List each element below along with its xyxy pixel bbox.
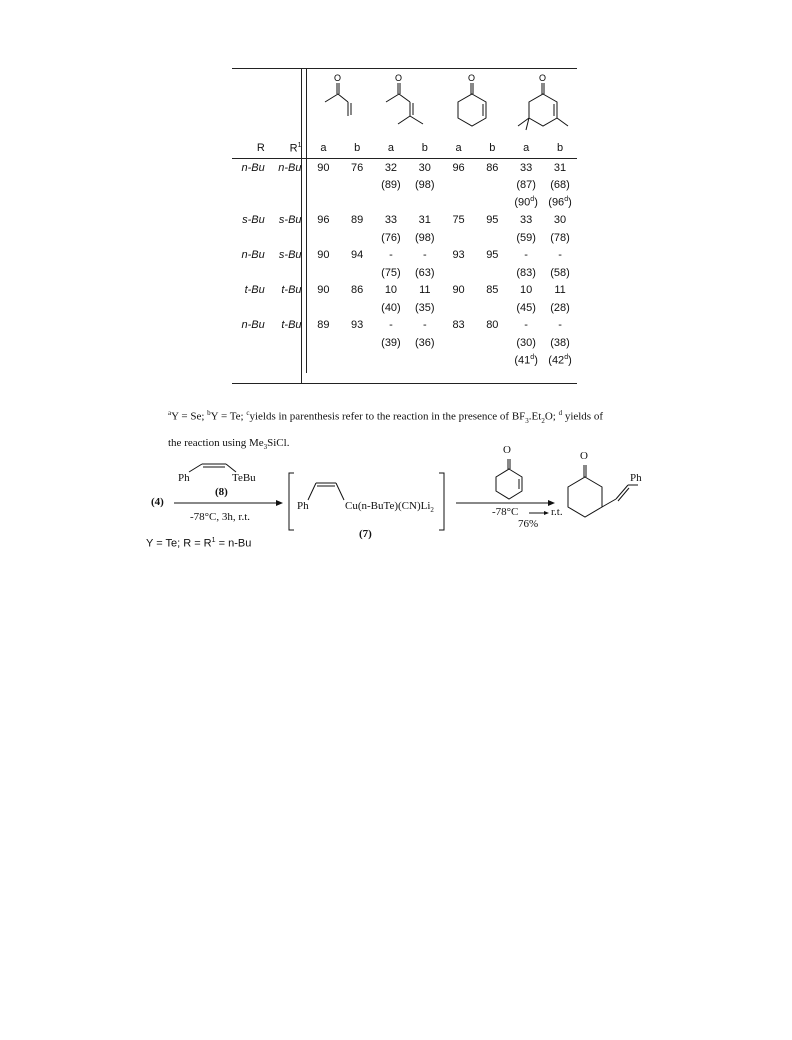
r1-cell xyxy=(269,352,306,374)
header-col: a xyxy=(509,140,543,159)
table-row xyxy=(232,282,577,300)
table-row xyxy=(232,334,577,352)
yield-cell: - xyxy=(422,319,427,332)
r-cell xyxy=(232,299,269,317)
yield-cell: (41$^d$) xyxy=(514,353,538,367)
yield-cell xyxy=(442,299,476,317)
yield-cell: 90 xyxy=(317,284,330,297)
table-row xyxy=(232,212,577,230)
yield-cell xyxy=(475,334,509,352)
yield-cell: (87) xyxy=(516,179,536,192)
carbonyl-o-label: O xyxy=(468,73,476,83)
reagent-number: (8) xyxy=(215,486,228,498)
yield-cell: (96$^d$) xyxy=(548,196,572,210)
yield-cell: 11 xyxy=(419,284,431,297)
yield-cell: - xyxy=(558,249,562,262)
r1-cell xyxy=(269,194,306,212)
yield-cell: (68) xyxy=(550,179,570,192)
yield-cell xyxy=(306,177,340,195)
yield-cell xyxy=(442,264,476,282)
yield-cell xyxy=(340,229,374,247)
r1-cell xyxy=(269,177,306,195)
yield-cell xyxy=(408,352,442,374)
r-cell: n-Bu xyxy=(241,249,265,262)
carbonyl-o-label: O xyxy=(395,73,403,83)
yield-cell: 89 xyxy=(317,319,330,332)
step-1-conditions: -78°C, 3h, r.t. xyxy=(190,511,251,523)
r1-cell: t-Bu xyxy=(269,282,306,300)
r-cell xyxy=(232,177,269,195)
yield-cell xyxy=(306,229,340,247)
table-row xyxy=(232,299,577,317)
yield-cell: (39) xyxy=(381,336,401,349)
header-col: b xyxy=(475,140,509,159)
yield-cell: - xyxy=(389,249,393,262)
yield-cell: 95 xyxy=(486,214,499,227)
yield-cell xyxy=(475,229,509,247)
product-ph-label: Ph xyxy=(630,472,642,484)
header-r1: $R^1$ xyxy=(269,140,306,159)
yield-cell: (40) xyxy=(381,301,401,314)
table-row xyxy=(232,229,577,247)
yield-cell: (58) xyxy=(550,266,570,279)
yield-cell: (28) xyxy=(550,301,570,314)
yield-cell: (42$^d$) xyxy=(548,353,572,367)
yield-cell xyxy=(408,194,442,212)
footnote-line-1: $^a$Y = Se; $^b$Y = Te; $^c$yields in parenthesis refer to the reaction in the presence of $BF_3.Et_2O$; $^d$ yields of xyxy=(168,409,604,425)
header-r: R xyxy=(232,140,269,159)
yield-cell: 94 xyxy=(351,249,364,262)
r1-cell: s-Bu xyxy=(269,212,306,230)
r1-cell: t-Bu xyxy=(269,317,306,335)
yield-cell: (78) xyxy=(550,231,570,244)
yield-cell xyxy=(475,177,509,195)
step-2-temperature: -78°C xyxy=(492,506,519,518)
yield-cell: (98) xyxy=(414,179,435,192)
r-cell xyxy=(232,229,269,247)
yield-cell: - xyxy=(558,319,562,332)
yield-cell xyxy=(475,352,509,374)
yield-cell xyxy=(475,264,509,282)
table-row xyxy=(232,352,577,374)
step-2-rt: r.t. xyxy=(551,506,563,518)
yield-cell: - xyxy=(389,319,393,332)
yield-cell: 10 xyxy=(384,284,398,297)
r-cell xyxy=(232,352,269,374)
yield-table xyxy=(232,68,577,373)
yield-cell: 90 xyxy=(317,161,330,174)
table-row xyxy=(232,264,577,282)
reagent-tebu-label: TeBu xyxy=(232,472,256,484)
yield-cell: 95 xyxy=(486,249,499,262)
yield-cell xyxy=(340,194,374,212)
yield-cell: - xyxy=(524,319,528,332)
footnote-line-2: the reaction using $Me_3SiCl$. xyxy=(168,436,290,452)
yield-cell: - xyxy=(422,249,427,262)
table-row xyxy=(232,317,577,335)
cuprate-ph-label: Ph xyxy=(297,500,309,512)
yield-cell: 33 xyxy=(384,214,398,227)
yield-cell: (98) xyxy=(414,231,435,244)
yield-cell: 30 xyxy=(553,214,567,227)
yield-cell: 31 xyxy=(418,214,431,227)
yield-cell xyxy=(306,352,340,374)
yield-cell: 93 xyxy=(351,319,364,332)
yield-cell xyxy=(340,334,374,352)
step-2-yield: 76% xyxy=(518,518,539,530)
yield-cell: 76 xyxy=(351,161,364,174)
yield-cell: 86 xyxy=(351,284,364,297)
yield-cell: - xyxy=(524,249,528,262)
yield-cell: 31 xyxy=(553,161,567,174)
yield-cell: (63) xyxy=(414,266,435,279)
yield-cell: 86 xyxy=(486,161,499,174)
header-col: b xyxy=(340,140,374,159)
yield-cell xyxy=(340,264,374,282)
r1-cell: s-Bu xyxy=(269,247,306,265)
yield-cell: 75 xyxy=(452,214,465,227)
enone-o-label: O xyxy=(503,444,511,456)
yield-cell xyxy=(374,352,408,374)
yield-cell xyxy=(442,177,476,195)
table-row xyxy=(232,247,577,265)
header-col: a xyxy=(306,140,340,159)
table-row xyxy=(232,194,577,212)
header-col: b xyxy=(543,140,577,159)
yield-cell: 96 xyxy=(317,214,330,227)
table-row xyxy=(232,177,577,195)
r-cell: n-Bu xyxy=(241,161,265,174)
r1-cell xyxy=(269,299,306,317)
yield-cell: (36) xyxy=(414,336,435,349)
yield-cell: 89 xyxy=(351,214,364,227)
yield-cell xyxy=(442,229,476,247)
yield-cell: 10 xyxy=(520,284,533,297)
yield-cell: (83) xyxy=(516,266,536,279)
cuprate-formula: $Cu(n-BuTe)(CN)Li_2$ xyxy=(345,500,434,515)
yield-cell xyxy=(442,334,476,352)
r1-cell: n-Bu xyxy=(269,159,306,177)
cuprate-number: (7) xyxy=(359,528,372,540)
table-footnote xyxy=(168,402,638,458)
yield-cell: 90 xyxy=(317,249,330,262)
r1-cell xyxy=(269,229,306,247)
substituent-line: Y = Te; $R = R^1 = n-Bu$ xyxy=(146,537,252,550)
r-cell: n-Bu xyxy=(241,319,265,332)
yield-cell: 11 xyxy=(554,284,566,297)
yield-cell xyxy=(442,194,476,212)
yield-cell xyxy=(340,299,374,317)
yield-cell xyxy=(306,194,340,212)
yield-cell: 30 xyxy=(418,161,431,174)
r-cell: t-Bu xyxy=(244,284,265,297)
header-col: b xyxy=(408,140,442,159)
carbonyl-o-label: O xyxy=(334,73,342,83)
yield-cell: 80 xyxy=(486,319,499,332)
header-row xyxy=(232,140,577,159)
yield-cell xyxy=(442,352,476,374)
yield-cell: (89) xyxy=(381,179,401,192)
r-cell xyxy=(232,194,269,212)
carbonyl-o-label: O xyxy=(539,73,547,83)
yield-cell xyxy=(340,177,374,195)
yield-cell: (45) xyxy=(516,301,536,314)
yield-cell: 83 xyxy=(452,319,465,332)
header-col: a xyxy=(442,140,476,159)
r-cell: s-Bu xyxy=(242,214,265,227)
header-col: a xyxy=(374,140,408,159)
yield-cell: (59) xyxy=(516,231,536,244)
yield-cell: (76) xyxy=(381,231,401,244)
yield-cell: 96 xyxy=(452,161,465,174)
yield-cell: (75) xyxy=(381,266,401,279)
yield-cell xyxy=(475,194,509,212)
reagent-ph-label: Ph xyxy=(178,472,190,484)
start-compound-label: (4) xyxy=(151,496,164,508)
yield-cell: 85 xyxy=(486,284,499,297)
yield-cell xyxy=(306,299,340,317)
yield-cell: 93 xyxy=(452,249,465,262)
yield-cell: (30) xyxy=(516,336,536,349)
yield-cell xyxy=(340,352,374,374)
yield-cell xyxy=(306,264,340,282)
r-cell xyxy=(232,264,269,282)
product-o-label: O xyxy=(580,450,588,462)
yield-cell xyxy=(306,334,340,352)
r1-cell xyxy=(269,334,306,352)
yield-cell: (35) xyxy=(414,301,435,314)
yield-cell: 33 xyxy=(520,161,533,174)
r-cell xyxy=(232,334,269,352)
yield-cell xyxy=(374,194,408,212)
yield-cell: 90 xyxy=(452,284,465,297)
yield-cell: (38) xyxy=(550,336,570,349)
yield-cell: 33 xyxy=(520,214,533,227)
yield-cell: (90$^d$) xyxy=(514,196,538,210)
structure-row xyxy=(232,68,577,140)
r1-cell xyxy=(269,264,306,282)
table-row xyxy=(232,159,577,177)
table-bottom-rule xyxy=(232,383,577,384)
yield-cell xyxy=(475,299,509,317)
yield-cell: 32 xyxy=(384,161,398,174)
